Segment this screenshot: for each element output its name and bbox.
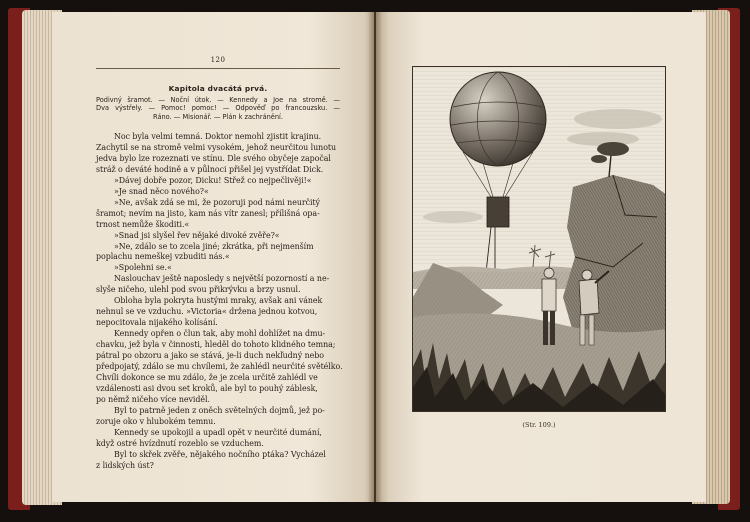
text-line: Noc byla velmi temná. Doktor nemohl zjistit krajinu. xyxy=(114,132,322,141)
text-line: chavku, jež byla v činnosti, hleděl do tohoto klidného temna; xyxy=(96,340,336,350)
text-line: »Je snad něco nového?« xyxy=(114,186,209,196)
chapter-summary xyxy=(96,96,340,121)
text-line: vzdálenosti asi dvou set kroků, ale byl to pouhý záblesk, xyxy=(96,383,318,393)
summary-line: Dva výstřely. — Pomoc! pomoc! — Odpověď po francouzsku. — xyxy=(96,104,340,113)
body-text xyxy=(96,132,343,472)
text-line: stráž o deváté hodině a v půlnoci přišel jej vystřídat Dick. xyxy=(96,164,324,174)
text-line: »Ne, avšak zdá se mi, že pozoruji pod námi neurčitý xyxy=(114,197,320,207)
text-line: nehnul se ve vzduchu. »Victoria« držena jednou kotvou, xyxy=(96,307,318,317)
text-line: slyše ničeho, ulehl pod svou přikrývku a brzy usnul. xyxy=(96,285,301,295)
text-line: Kennedy se upokojil a upadl opět v neurčité dumání, xyxy=(114,427,322,437)
text-line: »Dávej dobře pozor, Dicku! Střež co nejpečlivěji!« xyxy=(114,175,312,185)
balloon-engraving xyxy=(412,66,666,412)
text-line: »Ne, zdálo se to zcela jiné; zkrátka, při nejmenším xyxy=(114,241,314,251)
text-line: »Snad jsi slyšel řev nějaké divoké zvěře?« xyxy=(114,230,280,240)
text-line: Zachytil se na stromě velmi vysokém, jehož neurčitou lunotu xyxy=(96,142,337,152)
text-line: Byl to patrně jeden z oněch světelných dojmů, jež po- xyxy=(114,405,325,415)
header-rule xyxy=(96,68,340,69)
text-line: Byl to skřek zvěře, nějakého nočního ptáka? Vycházel xyxy=(114,449,326,459)
text-line: když ostré hvízdnutí rozeblo se vzduchem. xyxy=(96,438,264,448)
summary-line: Ráno. — Misionář. — Plán k zachránění. xyxy=(153,112,283,121)
text-line: pátral po obzoru a jako se stává, je-li duch nekľudný nebo xyxy=(96,351,324,361)
text-line: předpojatý, zdálo se mu chvílemi, že zahlédl neurčité světélko. xyxy=(96,362,343,372)
text-line: po němž ničeho více neviděl. xyxy=(96,394,210,404)
chapter-title: Kapitola dvacátá prvá. xyxy=(168,84,268,93)
text-line: nepocitovala nijakého kolísání. xyxy=(96,318,218,328)
text-line: »Spolehni se.« xyxy=(114,263,172,273)
book-gutter xyxy=(368,12,382,502)
text-line: trnost nemůže škoditi.« xyxy=(96,219,190,229)
text-line: Kennedy opřen o člun tak, aby mohl dohlížet na dmu- xyxy=(114,329,326,339)
page-number: 120 xyxy=(210,56,226,64)
text-line: zoruje oko v hlubokém temnu. xyxy=(96,416,216,426)
illustration-caption: (Str. 109.) xyxy=(522,421,556,429)
engraving-image xyxy=(413,67,666,412)
text-line: Naslouchav ještě naposledy s největší pozorností a ne- xyxy=(114,274,330,284)
text-line: Chvíli dokonce se mu zdálo, že je zcela určitě zahlédl ve xyxy=(96,372,318,382)
text-line: Obloha byla pokryta hustými mraky, avšak ani vánek xyxy=(114,296,323,306)
summary-line: Podivný šramot. — Noční útok. — Kennedy a Joe na stromě. — xyxy=(96,96,340,104)
text-line: z lidských úst? xyxy=(96,460,154,470)
text-line: šramot; nevím na jisto, kam nás vítr zanesl; přílišná opa- xyxy=(96,208,320,218)
text-line: poplachu nemeškej vzbuditi nás.« xyxy=(96,252,230,262)
text-line: jedva bylo lze rozeznati ve stínu. Dle svého obyčeje započal xyxy=(96,153,331,163)
